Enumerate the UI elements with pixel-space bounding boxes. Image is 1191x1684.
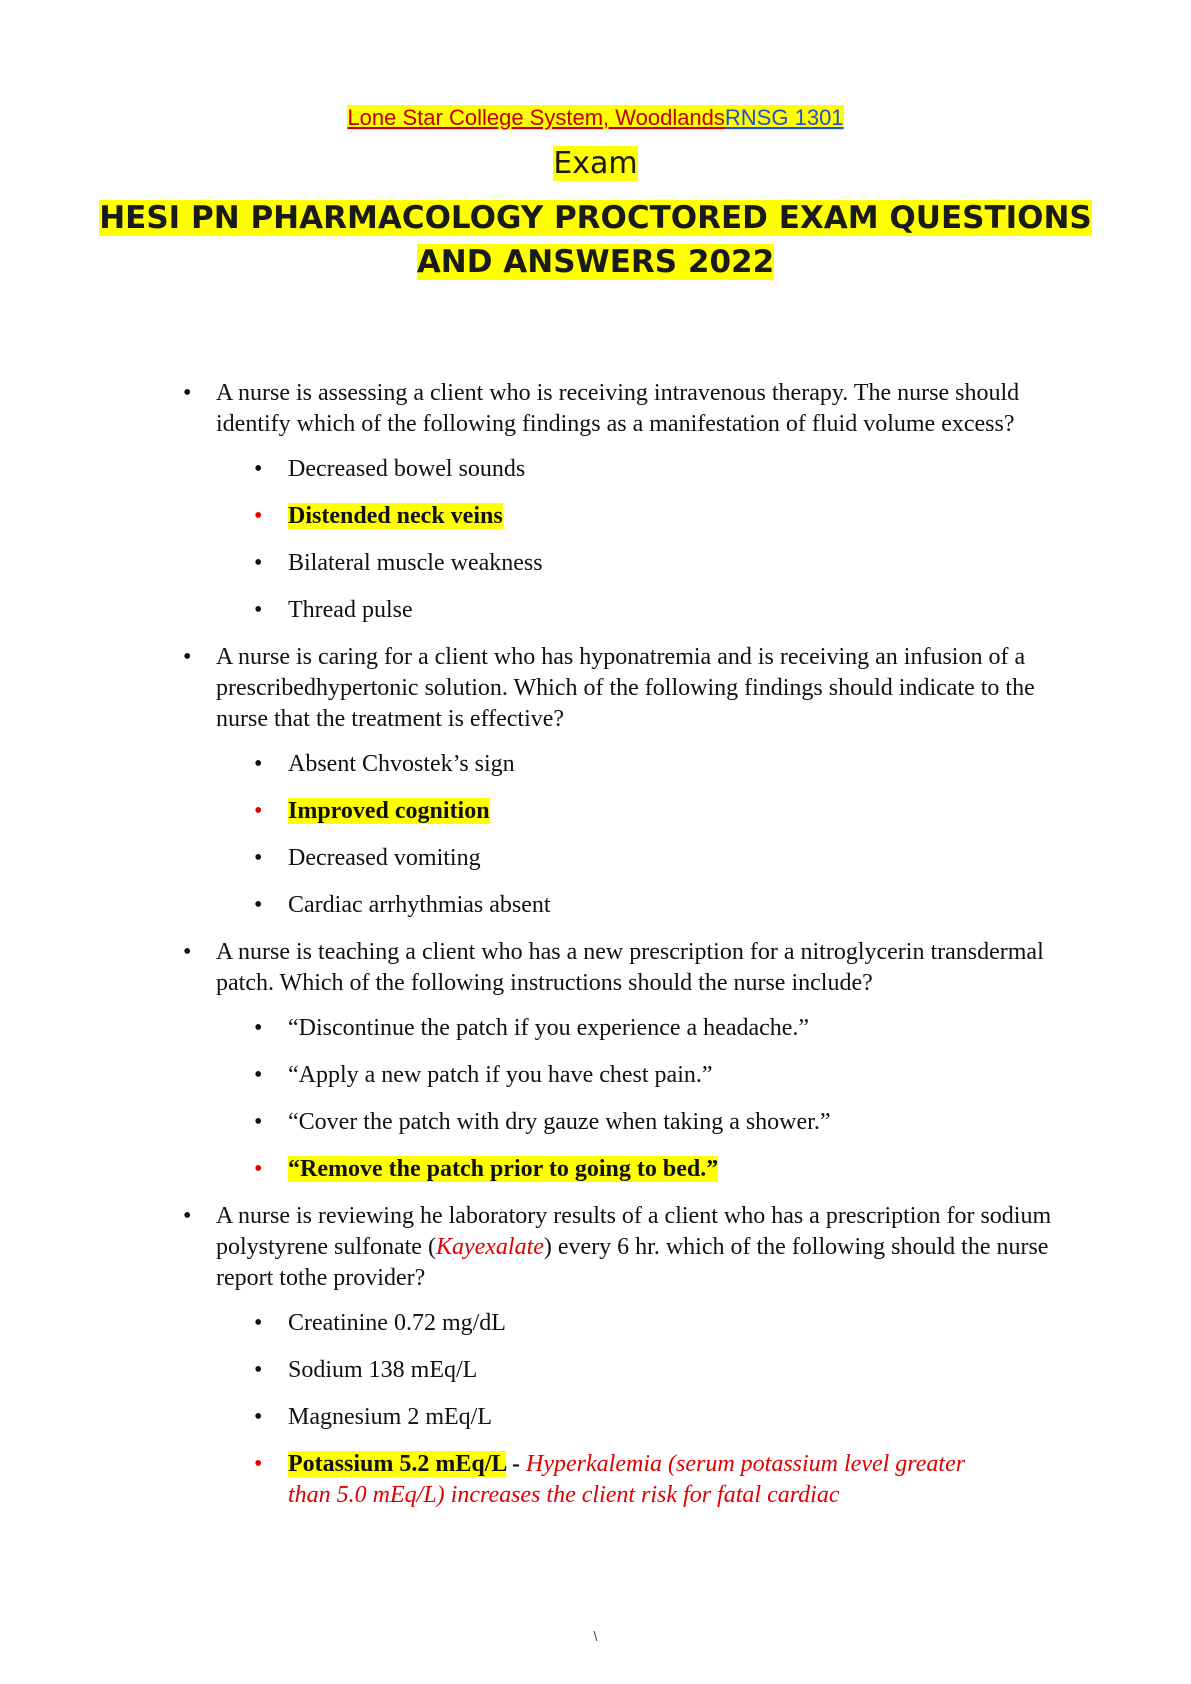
- option-1b-correct: • Distended neck veins: [0, 501, 1191, 532]
- bullet-icon: •: [254, 1357, 263, 1383]
- page-footer-mark: \: [593, 1628, 598, 1644]
- bullet-icon: •: [254, 456, 263, 482]
- bullet-icon: •: [254, 1451, 263, 1477]
- option-3b: • “Apply a new patch if you have chest pain.”: [0, 1060, 1191, 1091]
- drug-name: Kayexalate: [435, 1234, 544, 1260]
- exam-label-text: Exam: [553, 146, 638, 181]
- option-1d: • Thread pulse: [0, 595, 1191, 626]
- option-3c: • “Cover the patch with dry gauze when taking a shower.”: [0, 1107, 1191, 1138]
- question-2: • A nurse is caring for a client who has hyponatremia and is receiving an infusion of a prescribedhypertonic solution. Which of the following findings should indicate to the nurse that the treatment is effective?: [0, 642, 1191, 735]
- question-list: [0, 378, 1191, 1527]
- option-4a: • Creatinine 0.72 mg/dL: [0, 1308, 1191, 1339]
- option-4b: • Sodium 138 mEq/L: [0, 1355, 1191, 1386]
- question-1: • A nurse is assessing a client who is receiving intravenous therapy. The nurse should identify which of the following findings as a manifestation of fluid volume excess?: [0, 378, 1191, 440]
- bullet-icon: •: [254, 503, 263, 529]
- bullet-icon: •: [254, 1404, 263, 1430]
- answer-separator: -: [506, 1451, 527, 1477]
- bullet-icon: •: [254, 798, 263, 824]
- bullet-icon: •: [254, 1062, 263, 1088]
- bullet-icon: •: [254, 1109, 263, 1135]
- option-2d: • Cardiac arrhythmias absent: [0, 890, 1191, 921]
- bullet-icon: •: [254, 1015, 263, 1041]
- document-title: [0, 196, 1191, 284]
- title-line-2: AND ANSWERS 2022: [416, 244, 775, 280]
- bullet-icon: •: [254, 1310, 263, 1336]
- option-2b-correct: • Improved cognition: [0, 796, 1191, 827]
- option-4d-correct: • Potassium 5.2 mEq/L - Hyperkalemia (serum potassium level greater than 5.0 mEq/L) increases the client risk for fatal cardiac: [254, 1451, 966, 1508]
- option-3d-correct: • “Remove the patch prior to going to bed.”: [0, 1154, 1191, 1185]
- option-3a: • “Discontinue the patch if you experience a headache.”: [0, 1013, 1191, 1044]
- option-2a: • Absent Chvostek’s sign: [0, 749, 1191, 780]
- bullet-icon: •: [254, 597, 263, 623]
- bullet-icon: •: [254, 550, 263, 576]
- exam-label: [0, 144, 1191, 184]
- title-line-1: HESI PN PHARMACOLOGY PROCTORED EXAM QUESTIONS: [99, 200, 1092, 236]
- question-4: • A nurse is reviewing he laboratory results of a client who has a prescription for sodium polystyrene sulfonate (Kayexalate) every 6 hr. which of the following should the nurse report tothe provider?: [0, 1201, 1191, 1294]
- option-4c: • Magnesium 2 mEq/L: [0, 1402, 1191, 1433]
- option-1a: • Decreased bowel sounds: [0, 454, 1191, 485]
- option-1c: • Bilateral muscle weakness: [0, 548, 1191, 579]
- answer-rationale: Hyperkalemia (serum potassium level greater than 5.0 mEq/L) increases the client risk for fatal cardiac: [288, 1451, 966, 1508]
- source-course-link[interactable]: RNSG 1301: [724, 105, 844, 130]
- bullet-icon: •: [254, 845, 263, 871]
- bullet-icon: •: [254, 1156, 263, 1182]
- question-3: • A nurse is teaching a client who has a new prescription for a nitroglycerin transdermal patch. Which of the following instructions should the nurse include?: [0, 937, 1191, 999]
- source-line: [0, 104, 1191, 132]
- option-2c: • Decreased vomiting: [0, 843, 1191, 874]
- bullet-icon: •: [254, 892, 263, 918]
- source-school-link[interactable]: Lone Star College System, Woodlands: [347, 105, 725, 130]
- bullet-icon: •: [254, 751, 263, 777]
